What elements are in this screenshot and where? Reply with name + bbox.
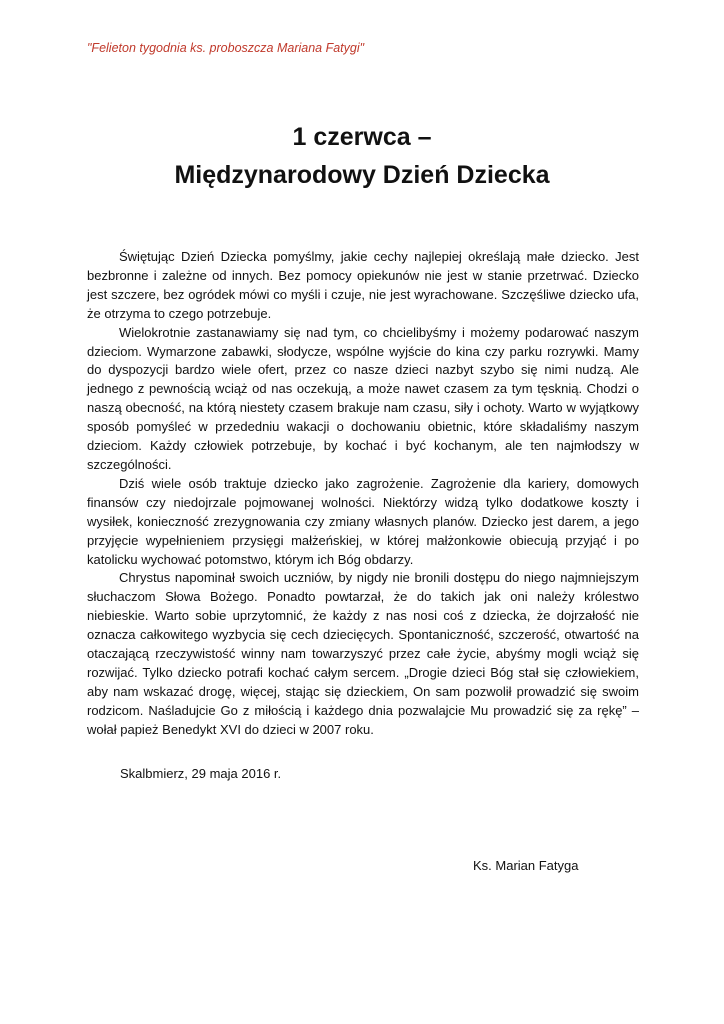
place-date: Skalbmierz, 29 maja 2016 r.: [120, 766, 282, 781]
title-line-2: Międzynarodowy Dzień Dziecka: [174, 161, 550, 189]
header-note: "Felieton tygodnia ks. proboszcza Mariana Fatygi": [87, 41, 365, 55]
page-title: [0, 118, 724, 194]
paragraph-3: Dziś wiele osób traktuje dziecko jako zagrożenie. Zagrożenie dla kariery, domowych finansów czy niedojrzale pojmowanej wolności. Niektórzy widzą tylko dodatkowe koszty i wysiłek, konieczność zrezygnowania czy zmiany własnych planów. Dziecko jest darem, a jego przyjęcie wypełnieniem przysięgi małżeńskiej, w której małżonkowie obiecują przyjąć i po katolicku wychować potomstwo, którym ich Bóg obdarzy.: [87, 475, 639, 567]
signature: Ks. Marian Fatyga: [473, 858, 579, 873]
paragraph-1: Świętując Dzień Dziecka pomyślmy, jakie cechy najlepiej określają małe dziecko. Jest bezbronne i zależne od innych. Bez pomocy opiekunów nie jest w stanie przetrwać. Dziecko jest szczere, bez ogródek mówi co myśli i czuje, nie jest wyrachowane. Szczęśliwe dziecko ufa, że otrzyma to czego potrzebuje.: [87, 249, 639, 321]
article-body: [87, 248, 639, 740]
paragraph-2: Wielokrotnie zastanawiamy się nad tym, co chcielibyśmy i możemy podarować naszym dzieciom. Wymarzone zabawki, słodycze, wspólne wyjście do kina czy parku rozrywki. Mamy do dyspozycji bardzo wiele ofert, przez co nasze dzieci nazbyt szybo się nimi nudzą. Ale jednego z pewnością wciąż od nas oczekują, a może nawet czasem za tym tęsknią. Chodzi o naszą obecność, na którą niestety czasem brakuje nam czasu, siły i ochoty. Warto w wyjątkowy sposób pomyśleć w przededniu wakacji o dochowaniu obietnic, które składaliśmy naszym dzieciom. Każdy człowiek potrzebuje, by kochać i być kochanym, ale ten najmłodszy w szczególności.: [87, 324, 639, 472]
paragraph-4: Chrystus napominał swoich uczniów, by nigdy nie bronili dostępu do niego najmniejszym słuchaczom Słowa Bożego. Ponadto powtarzał, że do takich jak oni należy królestwo niebieskie. Warto sobie uprzytomnić, że każdy z nas nosi coś z dziecka, że dojrzałość nie oznacza całkowitego wyzbycia się cech dziecięcych. Spontaniczność, szczerość, otwartość na otaczającą rzeczywistość winny nam towarzyszyć przez całe życie, abyśmy mogli wciąż się rozwijać. Tylko dziecko potrafi kochać całym sercem. „Drogie dzieci Bóg stał się człowiekiem, aby nam wskazać drogę, więcej, stając się dzieckiem, On sam pozwolił prowadzić się swoim rodzicom. Naśladujcie Go z miłością i każdego dnia pozwalajcie Mu prowadzić się za rękę” – wołał papież Benedykt XVI do dzieci w 2007 roku.: [87, 570, 639, 737]
title-line-1: 1 czerwca –: [292, 123, 432, 151]
